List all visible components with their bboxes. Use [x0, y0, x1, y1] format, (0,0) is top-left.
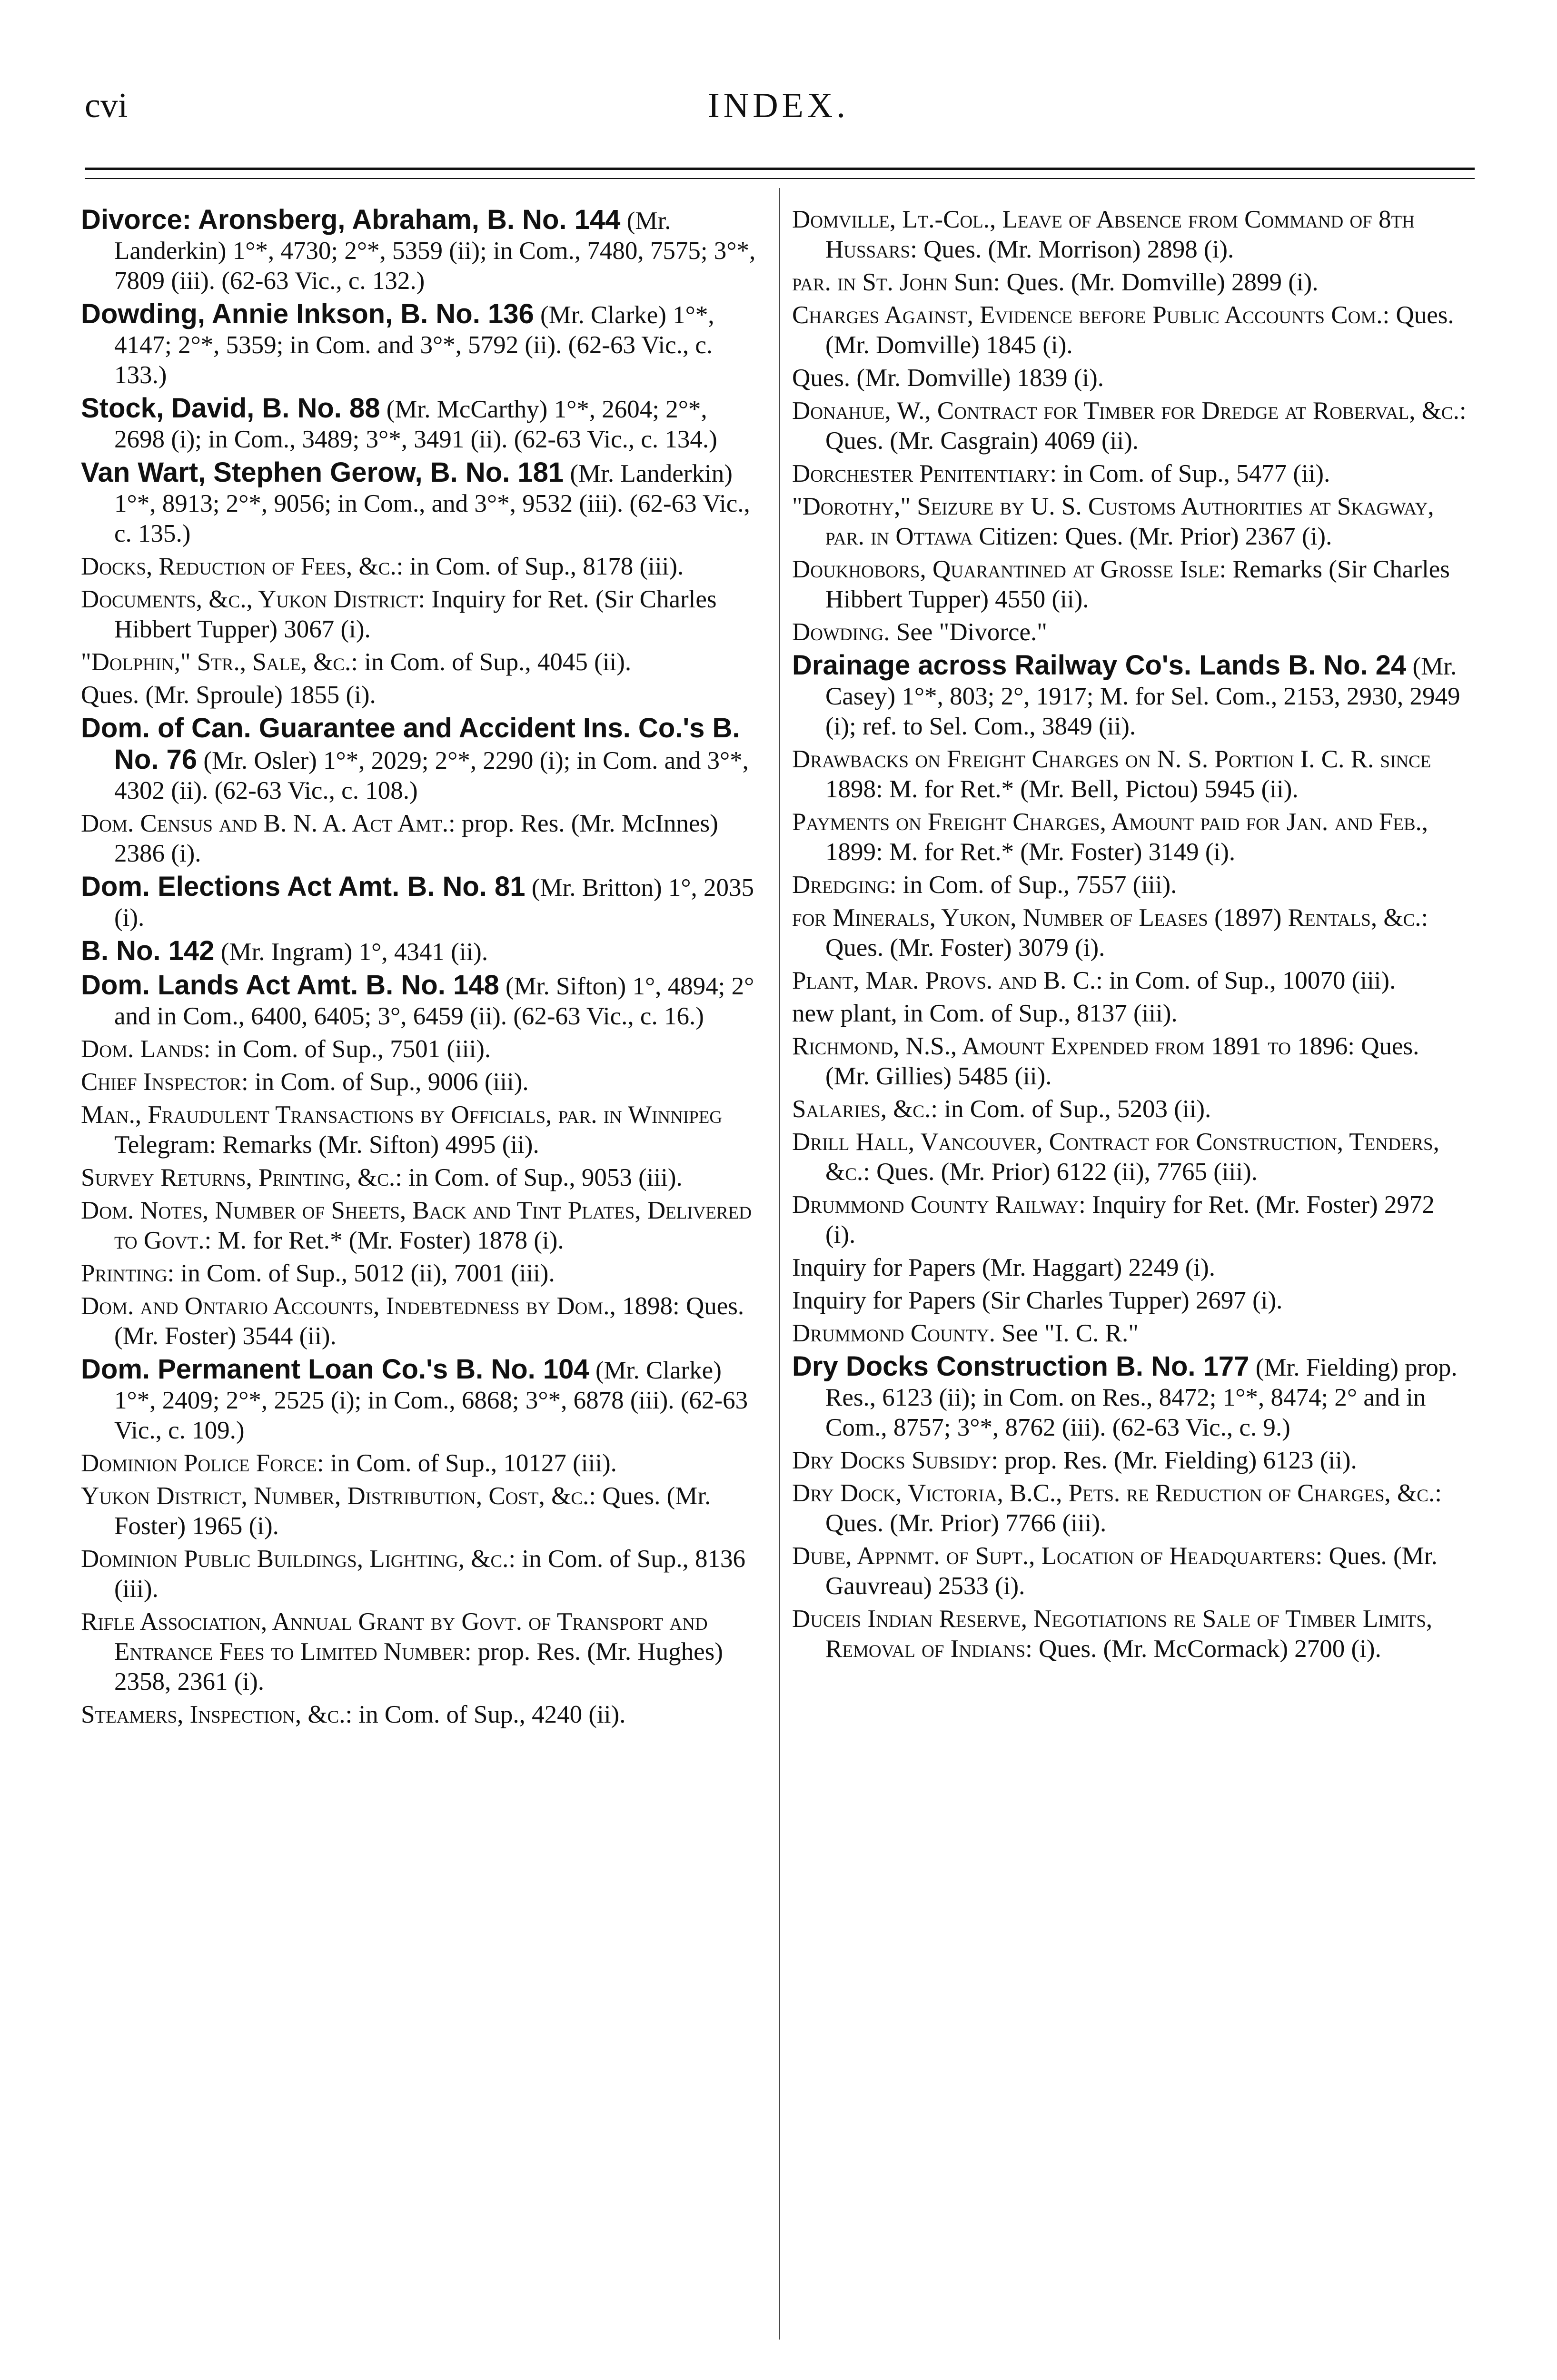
index-entry: [81, 872, 757, 933]
entry-text: Remarks (Sir Charles Hibbert Tupper) 4550 (ii).: [825, 555, 1450, 613]
entry-text: in Com. of Sup., 4045 (ii).: [364, 648, 632, 676]
right-column: [792, 205, 1468, 1667]
entry-subject: Printing:: [81, 1259, 175, 1287]
index-entry: [792, 1190, 1468, 1250]
header-rule-thick: [85, 168, 1475, 170]
column-divider: [779, 188, 780, 2340]
entry-heading: Dom. Elections Act Amt. B. No. 81: [81, 871, 526, 902]
entry-text: in Com. of Sup., 5477 (ii).: [1063, 460, 1330, 487]
entry-text: in Com. of Sup., 4240 (ii).: [358, 1701, 626, 1728]
index-entry: [81, 1259, 757, 1289]
index-entry: [81, 1448, 757, 1478]
index-entry: [81, 809, 757, 869]
entry-subject: Chief Inspector:: [81, 1068, 248, 1096]
entry-text: See "Divorce.": [896, 618, 1047, 646]
entry-text: M. for Ret.* (Mr. Foster) 1878 (i).: [218, 1227, 564, 1254]
index-entry: [792, 205, 1468, 265]
entry-text: Telegram: Remarks (Mr. Sifton) 4995 (ii).: [114, 1131, 539, 1159]
entry-subject: for Minerals, Yukon, Number of Leases (1897) Rentals, &c.:: [792, 904, 1428, 932]
index-entry: [792, 459, 1468, 489]
entry-subject: Dominion Police Force:: [81, 1449, 324, 1477]
entry-subject: Man., Fraudulent Transactions by Officials, par. in Winnipeg: [81, 1101, 723, 1129]
entry-text: in Com. of Sup., 5203 (ii).: [944, 1095, 1211, 1123]
entry-text: in Com. of Sup., 8178 (iii).: [409, 553, 684, 580]
index-entry: [792, 268, 1468, 298]
entry-text: (Mr. Fielding) prop. Res., 6123 (ii); in Com. on Res., 8472; 1°*, 8474; 2° and in Com., 8757; 3°*, 8762 (iii). (62-63 Vic., c. 9.): [825, 1354, 1458, 1441]
entry-text: Ques. (Mr. Casgrain) 4069 (ii).: [825, 427, 1139, 455]
entry-text: in Com. of Sup., 7501 (iii).: [217, 1035, 491, 1063]
entry-subject: Dom. Census and B. N. A. Act Amt.:: [81, 810, 456, 837]
entry-heading: Dowding, Annie Inkson, B. No. 136: [81, 298, 534, 329]
entry-subject: Domville, Lt.-Col., Leave of Absence from Command of 8th Hussars:: [792, 206, 1415, 263]
entry-subject: Dredging:: [792, 871, 897, 899]
index-entry: [792, 1319, 1468, 1349]
index-entry: [792, 300, 1468, 360]
entry-text: (Mr. Osler) 1°*, 2029; 2°*, 2290 (i); in Com. and 3°*, 4302 (ii). (62-63 Vic., c. 108.): [114, 747, 749, 804]
entry-subject: Drummond County.: [792, 1319, 995, 1347]
index-entry: [792, 492, 1468, 552]
index-entry: [792, 1031, 1468, 1091]
entry-text: in Com. of Sup., 9053 (iii).: [408, 1164, 683, 1191]
entry-subject: Drawbacks on Freight Charges on N. S. Portion I. C. R. since 1898:: [792, 745, 1431, 803]
entry-subject: Plant, Mar. Provs. and B. C.:: [792, 967, 1103, 994]
index-entry: [81, 1163, 757, 1193]
entry-subject: Drill Hall, Vancouver, Contract for Construction, Tenders, &c.:: [792, 1128, 1439, 1186]
entry-subject: Duceis Indian Reserve, Negotiations re Sale of Timber Limits, Removal of Indians:: [792, 1605, 1433, 1663]
index-entry: [81, 970, 757, 1031]
index-entry: [81, 1544, 757, 1604]
entry-text: (Mr. Landerkin) 1°*, 8913; 2°*, 9056; in Com., and 3°*, 9532 (iii). (62-63 Vic., c. 135.): [114, 460, 750, 547]
entry-text: (Mr. Sifton) 1°, 4894; 2° and in Com., 6400, 6405; 3°, 6459 (ii). (62-63 Vic., c. 16.): [114, 972, 754, 1030]
entry-text: in Com. of Sup., 10127 (iii).: [330, 1449, 617, 1477]
index-entry: [792, 1253, 1468, 1283]
index-entry: [792, 1127, 1468, 1187]
entry-heading: Stock, David, B. No. 88: [81, 393, 380, 424]
index-entry: [81, 1196, 757, 1256]
index-entry: [792, 1286, 1468, 1316]
entry-text: (Mr. McCarthy) 1°*, 2604; 2°*, 2698 (i); in Com., 3489; 3°*, 3491 (ii). (62-63 Vic., c. 134.): [114, 396, 717, 453]
entry-subject: par. in St. John: [792, 268, 948, 296]
entry-subject: Salaries, &c.:: [792, 1095, 938, 1123]
entry-subject: Donahue, W., Contract for Timber for Dredge at Roberval, &c.:: [792, 397, 1467, 425]
entry-text: Ques. (Mr. Foster) 3544 (ii).: [114, 1292, 744, 1350]
entry-text: (Mr. Casey) 1°*, 803; 2°, 1917; M. for Sel. Com., 2153, 2930, 2949 (i); ref. to Sel. Com., 3849 (ii).: [825, 653, 1460, 740]
entry-text: Ques. (Mr. Domville) 1845 (i).: [825, 301, 1454, 359]
entry-heading: Dom. Lands Act Amt. B. No. 148: [81, 970, 499, 1001]
index-entry: [792, 744, 1468, 804]
entry-text: Ques. (Mr. Foster) 1965 (i).: [114, 1482, 711, 1540]
index-entry: [81, 552, 757, 582]
entry-text: in Com. of Sup., 8136 (iii).: [114, 1545, 746, 1603]
entry-text: (Mr. Britton) 1°, 2035 (i).: [114, 874, 754, 932]
index-entry: [792, 903, 1468, 963]
index-entry: [81, 1481, 757, 1541]
entry-subject: Dom. Lands:: [81, 1035, 211, 1063]
index-entry: [792, 1094, 1468, 1124]
entry-subject: Steamers, Inspection, &c.:: [81, 1701, 353, 1728]
index-entry: [81, 713, 757, 806]
entry-subject: Doukhobors, Quarantined at Grosse Isle:: [792, 555, 1227, 583]
entry-subject: Dube, Appnmt. of Supt., Location of Headquarters:: [792, 1542, 1323, 1570]
entry-text: Ques. (Mr. Morrison) 2898 (i).: [923, 236, 1234, 263]
entry-subject: Dominion Public Buildings, Lighting, &c.:: [81, 1545, 516, 1573]
entry-text: (Mr. Clarke) 1°*, 4147; 2°*, 5359; in Com. and 3°*, 5792 (ii). (62-63 Vic., c. 133.): [114, 301, 714, 389]
entry-text: Ques. (Mr. Prior) 7766 (iii).: [825, 1509, 1107, 1537]
entry-text: prop. Res. (Mr. McInnes) 2386 (i).: [114, 810, 718, 867]
entry-subject: Docks, Reduction of Fees, &c.:: [81, 553, 404, 580]
index-entry: [792, 1541, 1468, 1601]
index-entry: [792, 1446, 1468, 1476]
entry-subject: Dry Docks Subsidy:: [792, 1447, 999, 1474]
index-entry: [81, 1291, 757, 1351]
entry-text: Ques. (Mr. Domville) 1839 (i).: [792, 364, 1104, 392]
index-entry: [792, 1478, 1468, 1538]
index-entry: [792, 999, 1468, 1029]
index-entry: [792, 396, 1468, 456]
entry-text: Ques. (Mr. Prior) 6122 (ii), 7765 (iii).: [876, 1158, 1258, 1186]
entry-heading: Divorce: Aronsberg, Abraham, B. No. 144: [81, 204, 621, 235]
entry-subject: "Dolphin," Str., Sale, &c.:: [81, 648, 358, 676]
entry-text: Ques. (Mr. Gillies) 5485 (ii).: [825, 1032, 1419, 1090]
entry-subject: Survey Returns, Printing, &c.:: [81, 1164, 402, 1191]
entry-heading: Van Wart, Stephen Gerow, B. No. 181: [81, 457, 564, 488]
entry-text: Ques. (Mr. Foster) 3079 (i).: [825, 934, 1105, 962]
entry-text: in Com. of Sup., 10070 (iii).: [1109, 967, 1396, 994]
index-entry: [81, 1607, 757, 1697]
entry-subject: Dom. and Ontario Accounts, Indebtedness by Dom., 1898:: [81, 1292, 680, 1320]
index-entry: [81, 680, 757, 710]
entry-text: Inquiry for Ret. (Sir Charles Hibbert Tupper) 3067 (i).: [114, 585, 717, 643]
index-entry: [81, 1067, 757, 1097]
index-entry: [81, 393, 757, 455]
entry-text: See "I. C. R.": [1002, 1319, 1139, 1347]
entry-subject: Charges Against, Evidence before Public Accounts Com.:: [792, 301, 1390, 329]
entry-subject: Dry Dock, Victoria, B.C., Pets. re Reduction of Charges, &c.:: [792, 1479, 1442, 1507]
entry-subject: Richmond, N.S., Amount Expended from 1891 to 1896:: [792, 1032, 1355, 1060]
entry-subject: Documents, &c., Yukon District:: [81, 585, 426, 613]
entry-text: Ques. (Mr. McCormack) 2700 (i).: [1039, 1635, 1381, 1663]
index-entry: [792, 363, 1468, 393]
entry-text: Ques. (Mr. Sproule) 1855 (i).: [81, 681, 376, 709]
index-entry: [792, 1351, 1468, 1443]
entry-text: in Com. of Sup., 5012 (ii), 7001 (iii).: [180, 1259, 555, 1287]
entry-text: M. for Ret.* (Mr. Foster) 3149 (i).: [889, 838, 1236, 866]
index-entry: [81, 1354, 757, 1446]
page-title: INDEX.: [708, 86, 849, 125]
index-entry: [81, 1700, 757, 1730]
entry-text: (Mr. Clarke) 1°*, 2409; 2°*, 2525 (i); in Com., 6868; 3°*, 6878 (iii). (62-63 Vic., c. 109.): [114, 1357, 748, 1444]
entry-text: Inquiry for Papers (Sir Charles Tupper) 2697 (i).: [792, 1287, 1283, 1314]
index-entry: [81, 299, 757, 390]
entry-text: Inquiry for Papers (Mr. Haggart) 2249 (i).: [792, 1254, 1215, 1281]
index-entry: [81, 205, 757, 296]
index-entry: [81, 585, 757, 645]
entry-text: Citizen: Ques. (Mr. Prior) 2367 (i).: [979, 523, 1332, 550]
entry-subject: "Dorothy," Seizure by U. S. Customs Authorities at Skagway, par. in Ottawa: [792, 493, 1434, 550]
index-entry: [81, 1100, 757, 1160]
index-entry: [792, 617, 1468, 647]
entry-text: Inquiry for Ret. (Mr. Foster) 2972 (i).: [825, 1191, 1435, 1249]
entry-heading: Dry Docks Construction B. No. 177: [792, 1351, 1250, 1382]
entry-text: in Com. of Sup., 7557 (iii).: [902, 871, 1177, 899]
entry-subject: Drummond County Railway:: [792, 1191, 1086, 1219]
entry-heading: Dom. of Can. Guarantee and Accident Ins. Co.'s B. No. 76: [81, 713, 740, 775]
header-rule-thin: [85, 178, 1475, 179]
entry-text: in Com. of Sup., 9006 (iii).: [254, 1068, 529, 1096]
index-entry: [81, 1034, 757, 1064]
left-column: [81, 205, 757, 1733]
entry-text: prop. Res. (Mr. Hughes) 2358, 2361 (i).: [114, 1638, 723, 1696]
index-entry: [81, 457, 757, 549]
entry-text: M. for Ret.* (Mr. Bell, Pictou) 5945 (ii).: [889, 775, 1299, 803]
entry-text: (Mr. Landerkin) 1°*, 4730; 2°*, 5359 (ii); in Com., 7480, 7575; 3°*, 7809 (iii). (62-63 Vic., c. 132.): [114, 207, 756, 295]
index-entry: [792, 650, 1468, 742]
index-entry: [792, 807, 1468, 867]
index-entry: [792, 555, 1468, 615]
entry-heading: Dom. Permanent Loan Co.'s B. No. 104: [81, 1354, 589, 1385]
entry-text: (Mr. Ingram) 1°, 4341 (ii).: [220, 938, 488, 966]
entry-text: Sun: Ques. (Mr. Domville) 2899 (i).: [954, 268, 1319, 296]
index-entry: [81, 647, 757, 677]
entry-subject: Rifle Association, Annual Grant by Govt. of Transport and Entrance Fees to Limited Number:: [81, 1608, 708, 1666]
index-entry: [792, 870, 1468, 900]
entry-subject: Dowding.: [792, 618, 890, 646]
index-entry: [792, 966, 1468, 996]
index-entry: [792, 1604, 1468, 1664]
entry-subject: Payments on Freight Charges, Amount paid for Jan. and Feb., 1899:: [792, 808, 1428, 866]
entry-heading: B. No. 142: [81, 935, 215, 966]
entry-text: prop. Res. (Mr. Fielding) 6123 (ii).: [1004, 1447, 1357, 1474]
entry-heading: Drainage across Railway Co's. Lands B. No. 24: [792, 650, 1407, 681]
entry-subject: Dorchester Penitentiary:: [792, 460, 1057, 487]
entry-subject: Yukon District, Number, Distribution, Cost, &c.:: [81, 1482, 596, 1510]
entry-subject: Dom. Notes, Number of Sheets, Back and Tint Plates, Delivered to Govt.:: [81, 1197, 752, 1254]
index-entry: [81, 936, 757, 967]
entry-text: Ques. (Mr. Gauvreau) 2533 (i).: [825, 1542, 1438, 1600]
page-number: cvi: [85, 86, 128, 125]
entry-text: new plant, in Com. of Sup., 8137 (iii).: [792, 1000, 1178, 1027]
